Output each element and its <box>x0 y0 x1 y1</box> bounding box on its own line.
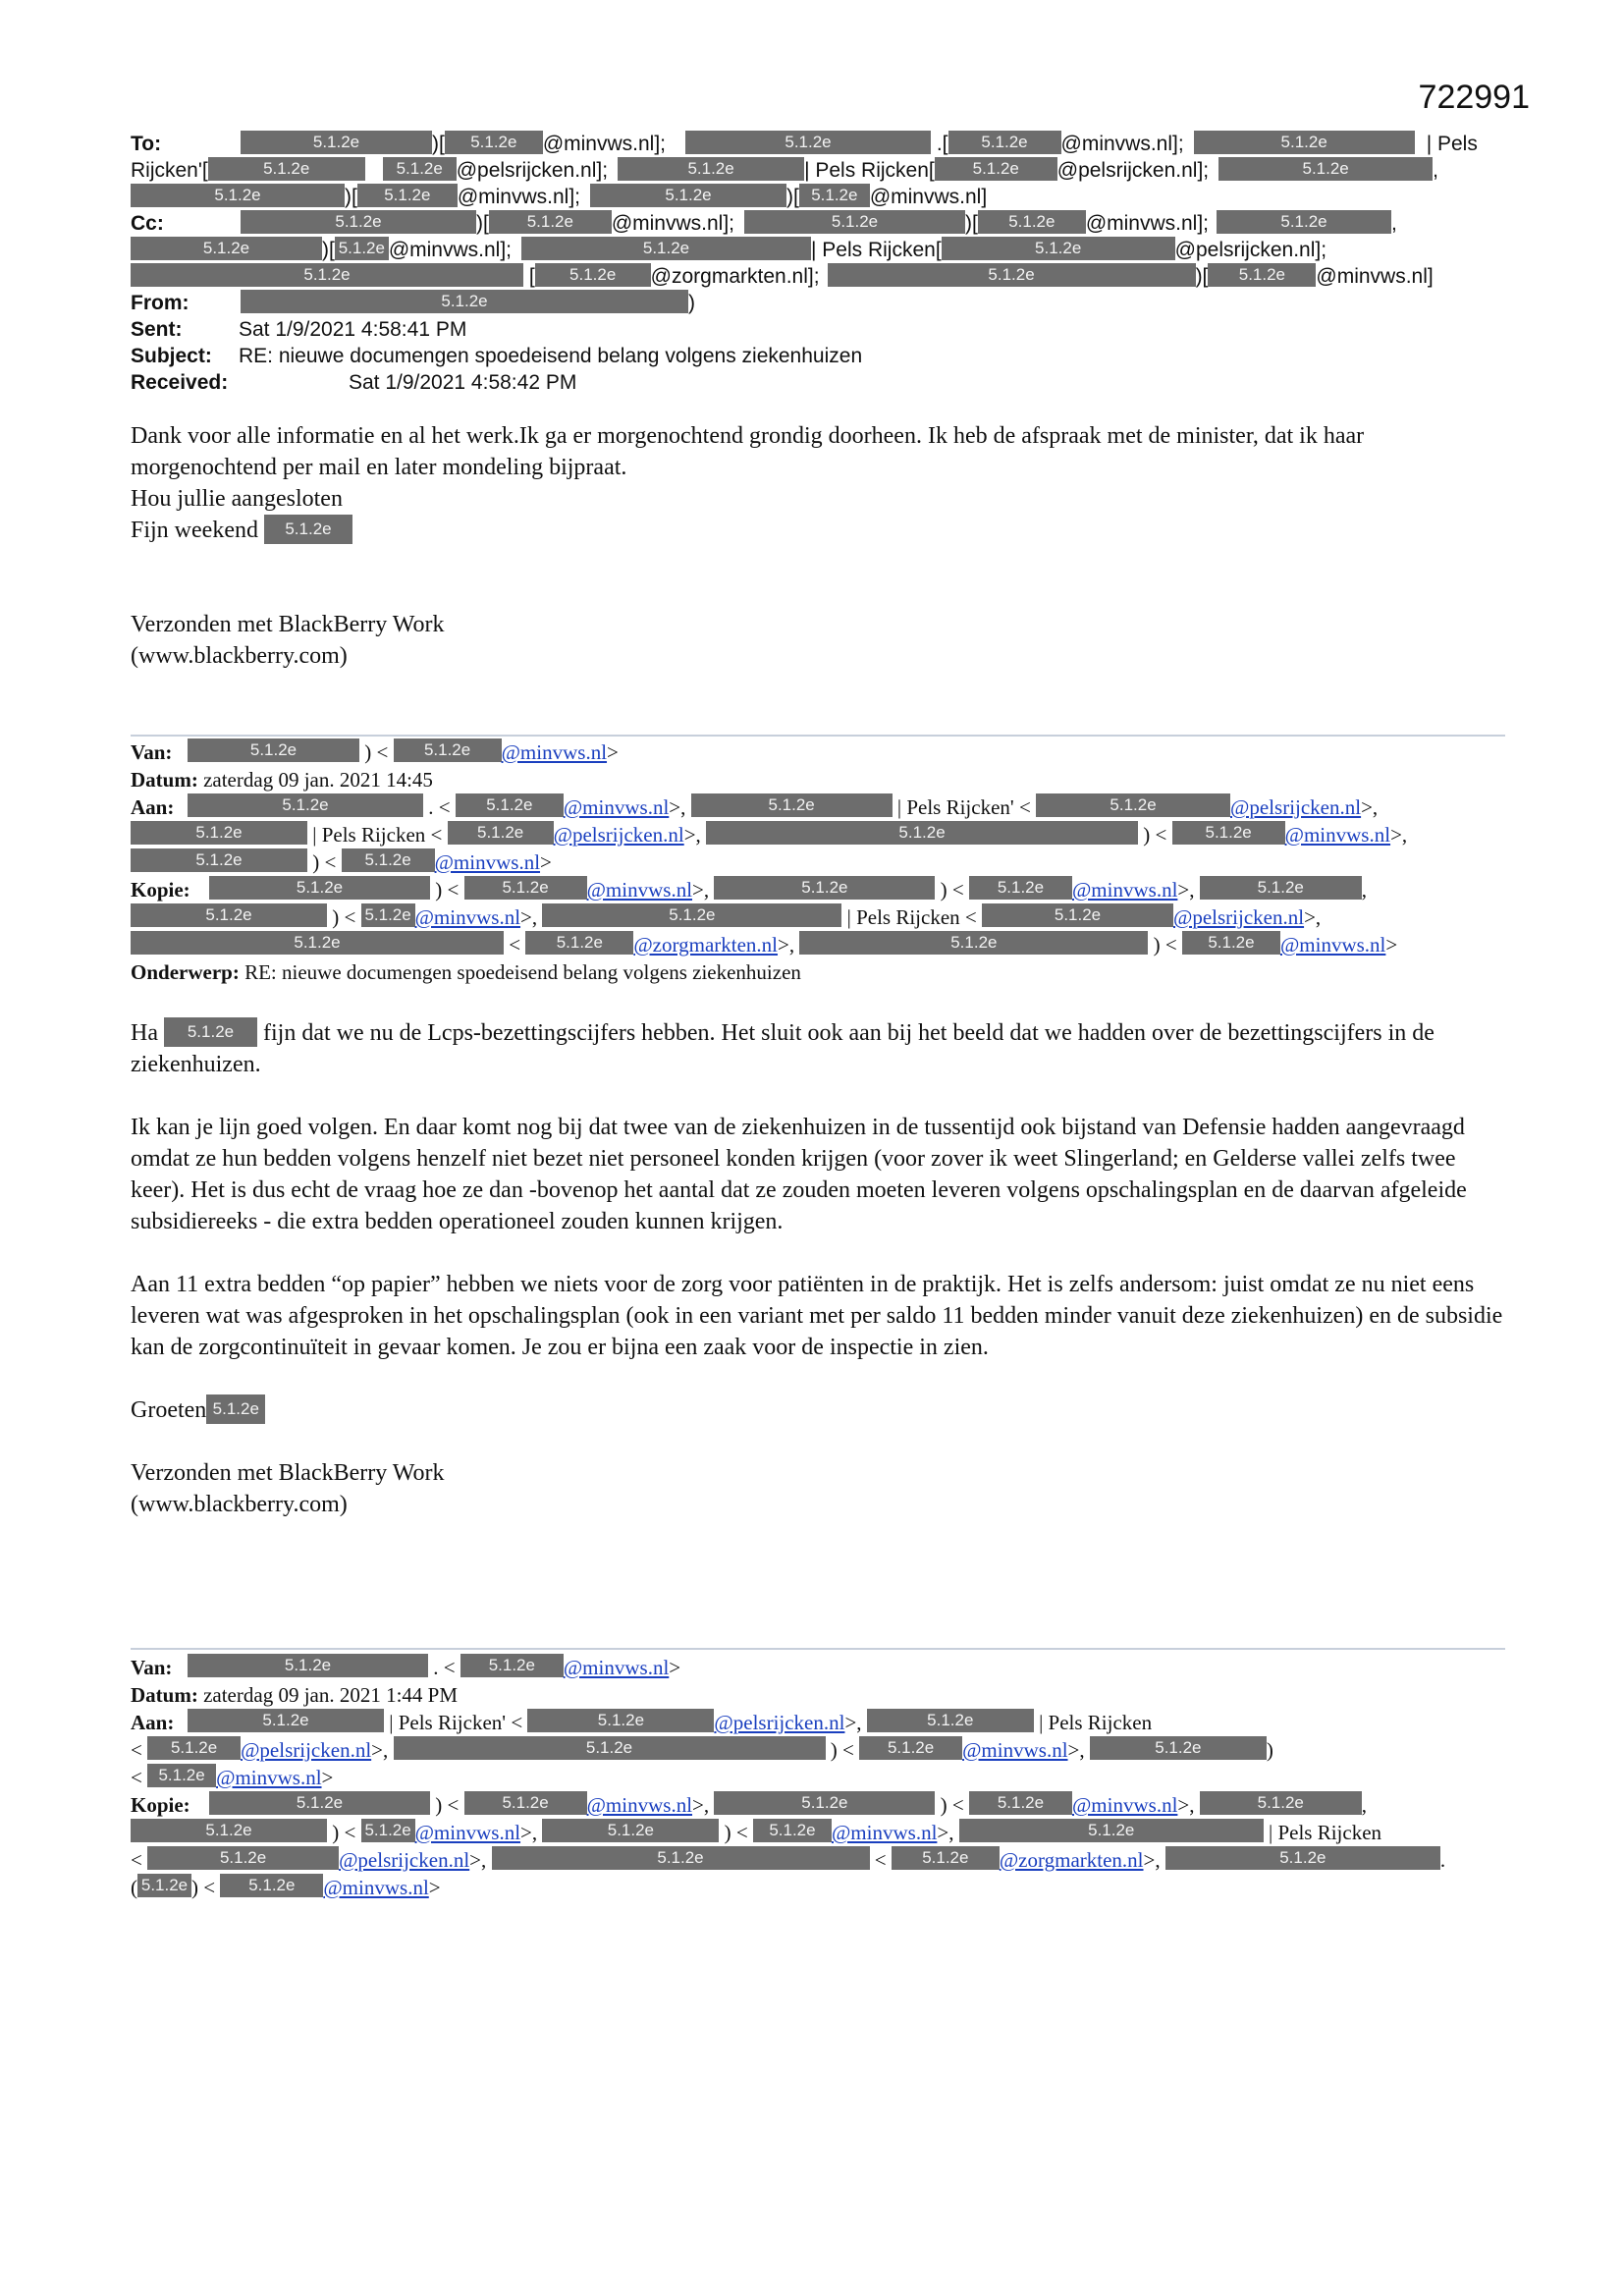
redaction-box: 5.1.2e <box>131 848 307 872</box>
to-address: @minvws.nl]; <box>1060 133 1184 155</box>
pels-rijcken-label: | Pels Rijcken <box>846 905 960 929</box>
redaction-box: 5.1.2e <box>1182 931 1280 955</box>
signature-line-2: (www.blackberry.com) <box>131 1492 348 1517</box>
message-separator <box>131 735 1505 737</box>
subject-label: Subject: <box>131 345 212 367</box>
mail2-aan-2: 5.1.2e | Pels Rijcken < 5.1.2e @pelsrijcken.nl>, 5.1.2e ) < 5.1.2e @minvws.nl>, <box>131 821 1515 848</box>
pels-rijcken-label: | Pels Rijcken <box>312 823 426 847</box>
redaction-box: 5.1.2e <box>394 738 502 762</box>
redaction-box: 5.1.2e <box>542 903 841 927</box>
mail2-onderwerp <box>131 958 1515 986</box>
mail3-kopie-4: ( 5.1.2e ) < 5.1.2e @minvws.nl> <box>131 1876 441 1899</box>
cc-line-2: 5.1.2e )[ 5.1.2e @minvws.nl]; 5.1.2e | Pels Rijcken[ 5.1.2e @pelsrijcken.nl]; <box>131 237 1505 263</box>
email-link[interactable]: @minvws.nl <box>414 905 521 929</box>
email-link[interactable]: @pelsrijcken.nl <box>1230 795 1362 819</box>
redaction-box: 5.1.2e <box>691 793 893 817</box>
cc-address: @minvws.nl]; <box>388 239 512 261</box>
closing: Groeten <box>131 1397 207 1423</box>
datum-label: Datum: <box>131 768 198 792</box>
redaction-box: 5.1.2e <box>445 131 543 154</box>
email-link[interactable]: @minvws.nl <box>1284 823 1391 847</box>
redaction-box: 5.1.2e <box>241 131 432 154</box>
pels-rijcken-label: | Pels Rijcken <box>1269 1821 1382 1844</box>
body2-paragraph-1 <box>131 1017 1505 1080</box>
redaction-box: 5.1.2e <box>959 1819 1264 1842</box>
body1-paragraph-1: Dank voor alle informatie en al het werk.Ik ga er morgenochtend grondig doorheen. Ik heb de afspraak met de minister, dat ik haar morgenochtend per mail en later mondeling bijpraat. <box>131 423 1365 480</box>
redaction-box: 5.1.2e <box>448 821 554 845</box>
cc-address: @zorgmarkten.nl]; <box>650 265 820 288</box>
redaction-box: 5.1.2e <box>208 157 365 181</box>
email-link[interactable]: @zorgmarkten.nl <box>633 933 779 957</box>
mail3-aan-1: Aan: 5.1.2e | Pels Rijcken' < 5.1.2e @pelsrijcken.nl>, 5.1.2e | Pels Rijcken <box>131 1711 1153 1734</box>
to-fragment: Rijcken'[ <box>131 159 208 182</box>
pels-rijcken-label: | Pels Rijcken' <box>896 795 1014 819</box>
top-email-header <box>131 131 1505 396</box>
redaction-box: 5.1.2e <box>1165 1846 1440 1870</box>
mail2-datum <box>131 766 1515 793</box>
sent-line <box>131 316 1505 343</box>
mail3-aan-3: < 5.1.2e @minvws.nl> <box>131 1766 334 1789</box>
redaction-box: 5.1.2e <box>357 184 458 207</box>
body1-closing: Fijn weekend <box>131 518 258 543</box>
redaction-box: 5.1.2e <box>867 1709 1034 1732</box>
redaction-box: 5.1.2e <box>942 237 1175 260</box>
cc-fragment: | Pels Rijcken[ <box>811 239 942 261</box>
pels-rijcken-label: | Pels Rijcken <box>1039 1711 1153 1734</box>
pels-rijcken-label: | Pels Rijcken' <box>389 1711 507 1734</box>
redaction-box: 5.1.2e <box>892 1846 1000 1870</box>
redaction-box: 5.1.2e <box>618 157 804 181</box>
redaction-box: 5.1.2e <box>978 210 1086 234</box>
received-label: Received: <box>131 371 229 394</box>
redaction-box: 5.1.2e <box>948 131 1061 154</box>
signature-line-1: Verzonden met BlackBerry Work <box>131 612 445 637</box>
to-address: @minvws.nl]; <box>457 186 580 208</box>
email-link[interactable]: @minvws.nl <box>563 1656 670 1679</box>
redaction-box: 5.1.2e <box>335 237 389 260</box>
mail2-kopie-2: 5.1.2e ) < 5.1.2e @minvws.nl>, 5.1.2e | Pels Rijcken < 5.1.2e @pelsrijcken.nl>, <box>131 903 1515 931</box>
quoted-email-3-header <box>131 1654 1515 1901</box>
redaction-box: 5.1.2e <box>131 821 307 845</box>
redaction-box: 5.1.2e <box>489 210 612 234</box>
mail2-aan-3: 5.1.2e ) < 5.1.2e @minvws.nl> <box>131 848 1515 876</box>
redaction-box: 5.1.2e <box>464 1791 587 1815</box>
mail2-kopie-3: 5.1.2e < 5.1.2e @zorgmarkten.nl>, 5.1.2e ) < 5.1.2e @minvws.nl> <box>131 931 1515 958</box>
cc-address: @minvws.nl]; <box>1085 212 1209 235</box>
cc-label: Cc: <box>131 212 164 235</box>
redaction-box: 5.1.2e <box>1208 263 1316 287</box>
cc-address: @minvws.nl] <box>1316 265 1434 288</box>
redaction-box: 5.1.2e <box>714 1791 935 1815</box>
datum-value: zaterdag 09 jan. 2021 1:44 PM <box>203 1683 459 1707</box>
datum-label: Datum: <box>131 1683 198 1707</box>
van-label: Van: <box>131 1656 173 1679</box>
redaction-box: 5.1.2e <box>753 1819 832 1842</box>
redaction-box: 5.1.2e <box>131 263 523 287</box>
redaction-box: 5.1.2e <box>164 1017 257 1047</box>
mail2-aan-1: Aan: 5.1.2e . < 5.1.2e @minvws.nl>, 5.1.2e | Pels Rijcken' < 5.1.2e @pelsrijcken.nl>, <box>131 795 1379 819</box>
redaction-box: 5.1.2e <box>131 931 504 955</box>
email-link[interactable]: @minvws.nl <box>962 1738 1068 1762</box>
email-link[interactable]: @minvws.nl <box>501 740 608 764</box>
redaction-box: 5.1.2e <box>264 515 352 544</box>
email-link[interactable]: @pelsrijcken.nl <box>1173 905 1305 929</box>
sent-label: Sent: <box>131 318 183 341</box>
redaction-box: 5.1.2e <box>464 876 587 900</box>
email-link[interactable]: @minvws.nl <box>586 1793 693 1817</box>
to-line-2: Rijcken'[ 5.1.2e 5.1.2e @pelsrijcken.nl]; 5.1.2e | Pels Rijcken[ 5.1.2e @pelsrijcken.nl]; 5.1.2e , <box>131 159 1438 182</box>
redaction-box: 5.1.2e <box>394 1736 826 1760</box>
email-link[interactable]: @minvws.nl <box>216 1766 322 1789</box>
datum-value: zaterdag 09 jan. 2021 14:45 <box>203 768 433 792</box>
redaction-box: 5.1.2e <box>147 1846 339 1870</box>
redaction-box: 5.1.2e <box>188 793 423 817</box>
redaction-box: 5.1.2e <box>859 1736 962 1760</box>
to-line-1: To: 5.1.2e )[ 5.1.2e @minvws.nl]; 5.1.2e .[ 5.1.2e @minvws.nl]; 5.1.2e | Pels <box>131 133 1478 155</box>
redaction-box: 5.1.2e <box>131 237 322 260</box>
redaction-box: 5.1.2e <box>969 876 1072 900</box>
cc-line-1: Cc: 5.1.2e )[ 5.1.2e @minvws.nl]; 5.1.2e )[ 5.1.2e @minvws.nl]; 5.1.2e , <box>131 212 1397 235</box>
received-value: Sat 1/9/2021 4:58:42 PM <box>349 371 577 394</box>
signature-line-1: Verzonden met BlackBerry Work <box>131 1460 445 1486</box>
email-link[interactable]: @minvws.nl <box>563 795 670 819</box>
mail3-datum <box>131 1681 1515 1709</box>
email-link[interactable]: @minvws.nl <box>831 1821 938 1844</box>
redaction-box: 5.1.2e <box>1172 821 1285 845</box>
from-line <box>131 290 1505 316</box>
redaction-box: 5.1.2e <box>799 931 1148 955</box>
aan-label: Aan: <box>131 1711 175 1734</box>
body2-paragraph-2: Ik kan je lijn goed volgen. En daar komt nog bij dat twee van de ziekenhuizen in de tussentijd ook bijstand van Defensie hadden aangevraagd omdat ze hun bedden volgens henzelf niet bezet niet personeel konden krijgen (voor zover ik weet Slingerland; en Gelderse vallei zelfs twee keer). Het is dus echt de vraag hoe ze dan -bovenop het aantal dat ze zouden moeten leveren volgens opschalingsplan en de daarvan afgeleide subsidiereeks - die extra bedden operationeel zouden kunnen krijgen. <box>131 1115 1467 1234</box>
from-fragment: ) <box>688 292 695 314</box>
email-link[interactable]: @pelsrijcken.nl <box>339 1848 470 1872</box>
to-address: @minvws.nl]; <box>542 133 666 155</box>
redaction-box: 5.1.2e <box>935 157 1057 181</box>
redaction-box: 5.1.2e <box>241 210 476 234</box>
redaction-box: 5.1.2e <box>1218 157 1433 181</box>
redaction-box: 5.1.2e <box>492 1846 870 1870</box>
redaction-box: 5.1.2e <box>460 1654 564 1677</box>
body2-paragraph-3: Aan 11 extra bedden “op papier” hebben we niets voor de zorg voor patiënten in de praktijk. Het is zelfs andersom: juist omdat ze nu niet eens leveren wat was afgesproken in het opschalingsplan (ook in een variant met per saldo 11 bedden minder vanuit deze ziekenhuizen) en de subsidie kan de zorgcontinuïteit in gevaar komen. Je zou er bijna een zaak voor de inspectie in zien. <box>131 1272 1503 1360</box>
email-link[interactable]: @minvws.nl <box>1279 933 1386 957</box>
redaction-box: 5.1.2e <box>1090 1736 1267 1760</box>
to-fragment: | Pels <box>1426 133 1478 155</box>
email-link[interactable]: @zorgmarkten.nl <box>999 1848 1144 1872</box>
mail3-kopie-1: Kopie: 5.1.2e ) < 5.1.2e @minvws.nl>, 5.1.2e ) < 5.1.2e @minvws.nl>, 5.1.2e , <box>131 1793 1367 1817</box>
redaction-box: 5.1.2e <box>525 931 633 955</box>
mail2-kopie-1: Kopie: 5.1.2e ) < 5.1.2e @minvws.nl>, 5.1.2e ) < 5.1.2e @minvws.nl>, 5.1.2e , <box>131 878 1367 902</box>
redaction-box: 5.1.2e <box>147 1736 241 1760</box>
email-link[interactable]: @minvws.nl <box>323 1876 429 1899</box>
email-link[interactable]: @pelsrijcken.nl <box>241 1738 372 1762</box>
kopie-label: Kopie: <box>131 1793 190 1817</box>
redaction-box: 5.1.2e <box>188 1709 384 1732</box>
greeting: Ha <box>131 1020 158 1046</box>
redaction-box: 5.1.2e <box>685 131 931 154</box>
onderwerp-label: Onderwerp: <box>131 960 240 984</box>
mail3-van: Van: 5.1.2e . < 5.1.2e @minvws.nl> <box>131 1656 681 1679</box>
email-link[interactable]: @minvws.nl <box>414 1821 521 1844</box>
redaction-box: 5.1.2e <box>131 1819 327 1842</box>
body1-paragraph-3 <box>131 515 1505 546</box>
body2-groeten <box>131 1394 1505 1426</box>
quoted-email-2-header <box>131 738 1515 986</box>
subject-value: RE: nieuwe documengen spoedeisend belang volgens ziekenhuizen <box>239 345 863 367</box>
to-address: @pelsrijcken.nl]; <box>1056 159 1210 182</box>
redaction-box: 5.1.2e <box>706 821 1138 845</box>
redaction-box: 5.1.2e <box>982 903 1173 927</box>
to-fragment: | Pels Rijcken[ <box>804 159 935 182</box>
redaction-box: 5.1.2e <box>241 290 688 313</box>
redaction-box: 5.1.2e <box>131 903 327 927</box>
email-link[interactable]: @minvws.nl <box>434 850 541 874</box>
redaction-box: 5.1.2e <box>590 184 786 207</box>
email-link[interactable]: @pelsrijcken.nl <box>714 1711 845 1734</box>
email-link[interactable]: @minvws.nl <box>586 878 693 902</box>
signature-line-2: (www.blackberry.com) <box>131 643 348 669</box>
redaction-box: 5.1.2e <box>342 848 435 872</box>
message-separator <box>131 1648 1505 1650</box>
redaction-box: 5.1.2e <box>188 738 359 762</box>
redaction-box: 5.1.2e <box>361 1819 415 1842</box>
redaction-box: 5.1.2e <box>542 1819 719 1842</box>
redaction-box: 5.1.2e <box>456 793 564 817</box>
redaction-box: 5.1.2e <box>131 184 345 207</box>
redaction-box: 5.1.2e <box>799 184 870 207</box>
mail3-kopie-3: < 5.1.2e @pelsrijcken.nl>, 5.1.2e < 5.1.2e @zorgmarkten.nl>, 5.1.2e . <box>131 1848 1446 1872</box>
received-line <box>131 369 1505 396</box>
redaction-box: 5.1.2e <box>206 1394 265 1424</box>
message-body-1 <box>131 420 1505 672</box>
cc-address: @pelsrijcken.nl]; <box>1174 239 1327 261</box>
redaction-box: 5.1.2e <box>1217 210 1391 234</box>
paragraph-text: fijn dat we nu de Lcps-bezettingscijfers hebben. Het sluit ook aan bij het beeld dat we hadden over de bezettingscijfers in de ziekenhuizen. <box>131 1020 1435 1077</box>
email-link[interactable]: @pelsrijcken.nl <box>553 823 684 847</box>
aan-label: Aan: <box>131 795 175 819</box>
kopie-label: Kopie: <box>131 878 190 902</box>
redaction-box: 5.1.2e <box>521 237 811 260</box>
redaction-box: 5.1.2e <box>209 876 430 900</box>
redaction-box: 5.1.2e <box>744 210 965 234</box>
email-link[interactable]: @minvws.nl <box>1071 1793 1178 1817</box>
mail2-van: Van: 5.1.2e ) < 5.1.2e @minvws.nl> <box>131 740 619 764</box>
redaction-box: 5.1.2e <box>147 1764 216 1787</box>
email-link[interactable]: @minvws.nl <box>1071 878 1178 902</box>
message-body-2 <box>131 1017 1505 1520</box>
redaction-box: 5.1.2e <box>527 1709 714 1732</box>
cc-line-3: 5.1.2e [ 5.1.2e @zorgmarkten.nl]; 5.1.2e )[ 5.1.2e @minvws.nl] <box>131 263 1505 290</box>
document-id: 722991 <box>1418 79 1530 116</box>
to-address: @pelsrijcken.nl]; <box>456 159 609 182</box>
redaction-box: 5.1.2e <box>361 903 415 927</box>
redaction-box: 5.1.2e <box>1036 793 1230 817</box>
redaction-box: 5.1.2e <box>1194 131 1415 154</box>
van-label: Van: <box>131 740 173 764</box>
sent-value: Sat 1/9/2021 4:58:41 PM <box>239 318 467 341</box>
redaction-box: 5.1.2e <box>220 1874 323 1897</box>
to-address: @minvws.nl] <box>869 186 988 208</box>
redaction-box: 5.1.2e <box>969 1791 1072 1815</box>
onderwerp-value: RE: nieuwe documengen spoedeisend belang volgens ziekenhuizen <box>244 960 801 984</box>
to-label: To: <box>131 133 162 155</box>
redaction-box: 5.1.2e <box>1200 1791 1362 1815</box>
redaction-box: 5.1.2e <box>714 876 935 900</box>
body1-paragraph-2: Hou jullie aangesloten <box>131 486 343 512</box>
cc-address: @minvws.nl]; <box>611 212 734 235</box>
from-label: From: <box>131 292 189 314</box>
mail3-kopie-2: 5.1.2e ) < 5.1.2e @minvws.nl>, 5.1.2e ) < 5.1.2e @minvws.nl>, 5.1.2e | Pels Rijcken <box>131 1819 1515 1846</box>
subject-line <box>131 343 1505 369</box>
redaction-box: 5.1.2e <box>209 1791 430 1815</box>
to-line-3: 5.1.2e )[ 5.1.2e @minvws.nl]; 5.1.2e )[ 5.1.2e @minvws.nl] <box>131 184 1505 210</box>
redaction-box: 5.1.2e <box>188 1654 428 1677</box>
redaction-box: 5.1.2e <box>828 263 1196 287</box>
redaction-box: 5.1.2e <box>383 157 457 181</box>
redaction-box: 5.1.2e <box>1200 876 1362 900</box>
mail3-aan-2: < 5.1.2e @pelsrijcken.nl>, 5.1.2e ) < 5.1.2e @minvws.nl>, 5.1.2e ) <box>131 1738 1273 1762</box>
redaction-box: 5.1.2e <box>535 263 651 287</box>
redaction-box: 5.1.2e <box>137 1874 191 1897</box>
